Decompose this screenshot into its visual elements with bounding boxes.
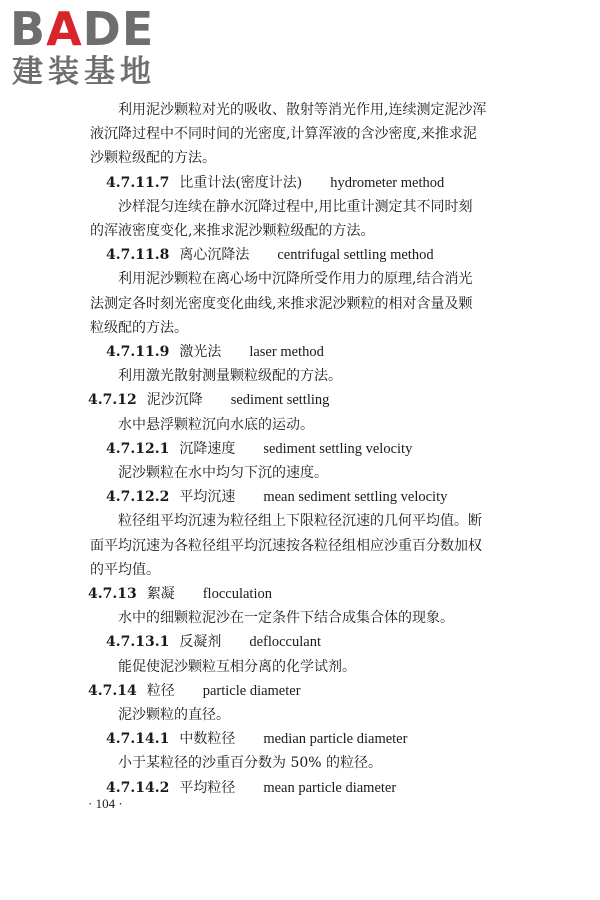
body-text-line: 的平均值。 [90,561,160,578]
body-text-line: 粒级配的方法。 [90,319,188,336]
term-number: 4.7.12.2 [106,489,170,506]
term-number: 4.7.14.1 [106,731,170,748]
term-english: laser method [249,344,324,360]
term-number: 4.7.12 [88,392,137,409]
term-chinese: 比重计法(密度计法) [179,174,303,191]
term-chinese: 平均沉速 [179,489,236,506]
term-english: mean sediment settling velocity [263,489,448,506]
term-english: sediment settling [230,392,330,409]
body-text-line: 沙样混匀连续在静水沉降过程中,用比重计测定其不同时刻 [118,198,473,215]
term-chinese: 粒径 [146,682,175,699]
term-chinese: 反凝剂 [179,634,222,651]
body-text-line: 利用激光散射测量颗粒级配的方法。 [118,368,342,385]
term-heading [106,245,434,265]
page-number: · 104 · [88,796,123,811]
body-text-line: 沙颗粒级配的方法。 [90,150,216,167]
body-text-line: 泥沙颗粒在水中均匀下沉的速度。 [118,465,328,481]
body-text-line: 小于某粒径的沙重百分数为 50% 的粒径。 [118,755,383,772]
term-heading [106,439,412,459]
term-english: median particle diameter [263,731,408,748]
term-english: centrifugal settling method [277,247,434,264]
term-english: particle diameter [202,682,301,699]
term-chinese: 泥沙沉降 [146,392,203,409]
logo-wordmark: BADE [10,2,155,56]
term-english: deflocculant [249,634,321,651]
body-text-line: 面平均沉速为各粒径组平均沉速按各粒径组相应沙重百分数加权 [90,537,482,554]
body-text-line: 粒径组平均沉速为粒径组上下限粒径沉速的几何平均值。断 [118,513,482,530]
term-number: 4.7.11.7 [106,174,170,191]
body-text-line: 的浑液密度变化,来推求泥沙颗粒级配的方法。 [90,223,375,239]
term-chinese: 激光法 [179,344,222,360]
term-number: 4.7.14 [88,682,137,699]
term-chinese: 絮凝 [146,586,175,602]
body-text-line: 水中悬浮颗粒沉向水底的运动。 [118,416,314,433]
bade-logo [10,4,180,94]
term-english: hydrometer method [330,174,445,191]
term-english: mean particle diameter [263,779,397,796]
term-number: 4.7.14.2 [106,779,170,796]
term-heading [88,681,301,701]
body-text-line: 水中的细颗粒泥沙在一定条件下结合成集合体的现象。 [118,610,454,627]
term-number: 4.7.11.9 [106,344,170,360]
term-english: sediment settling velocity [263,440,413,457]
term-heading [106,173,444,193]
term-number: 4.7.12.1 [106,440,170,457]
term-heading [106,487,447,507]
term-chinese: 中数粒径 [179,731,236,748]
term-heading [88,390,329,410]
term-number: 4.7.11.8 [106,247,170,264]
body-text-line: 利用泥沙颗粒对光的吸收、散射等消光作用,连续测定泥沙浑 [118,102,487,118]
body-text-line: 液沉降过程中不同时间的光密度,计算浑液的含沙密度,来推求泥 [90,126,477,143]
term-heading [106,778,396,798]
term-chinese: 平均粒径 [179,779,236,796]
term-heading [106,729,407,749]
term-heading [106,632,321,652]
term-number: 4.7.13.1 [106,634,170,651]
term-number: 4.7.13 [88,586,137,602]
term-chinese: 离心沉降法 [179,247,250,264]
term-heading [106,342,324,362]
term-english: flocculation [202,586,272,602]
body-text-line: 利用泥沙颗粒在离心场中沉降所受作用力的原理,结合消光 [118,271,473,288]
logo-subtitle: 建装基地 [12,54,156,90]
term-chinese: 沉降速度 [179,440,236,457]
body-text-line: 能促使泥沙颗粒互相分离的化学试剂。 [118,658,356,675]
body-text-line: 法测定各时刻光密度变化曲线,来推求泥沙颗粒的相对含量及颗 [90,295,473,312]
term-heading [88,584,272,604]
body-text-line: 泥沙颗粒的直径。 [118,707,230,723]
